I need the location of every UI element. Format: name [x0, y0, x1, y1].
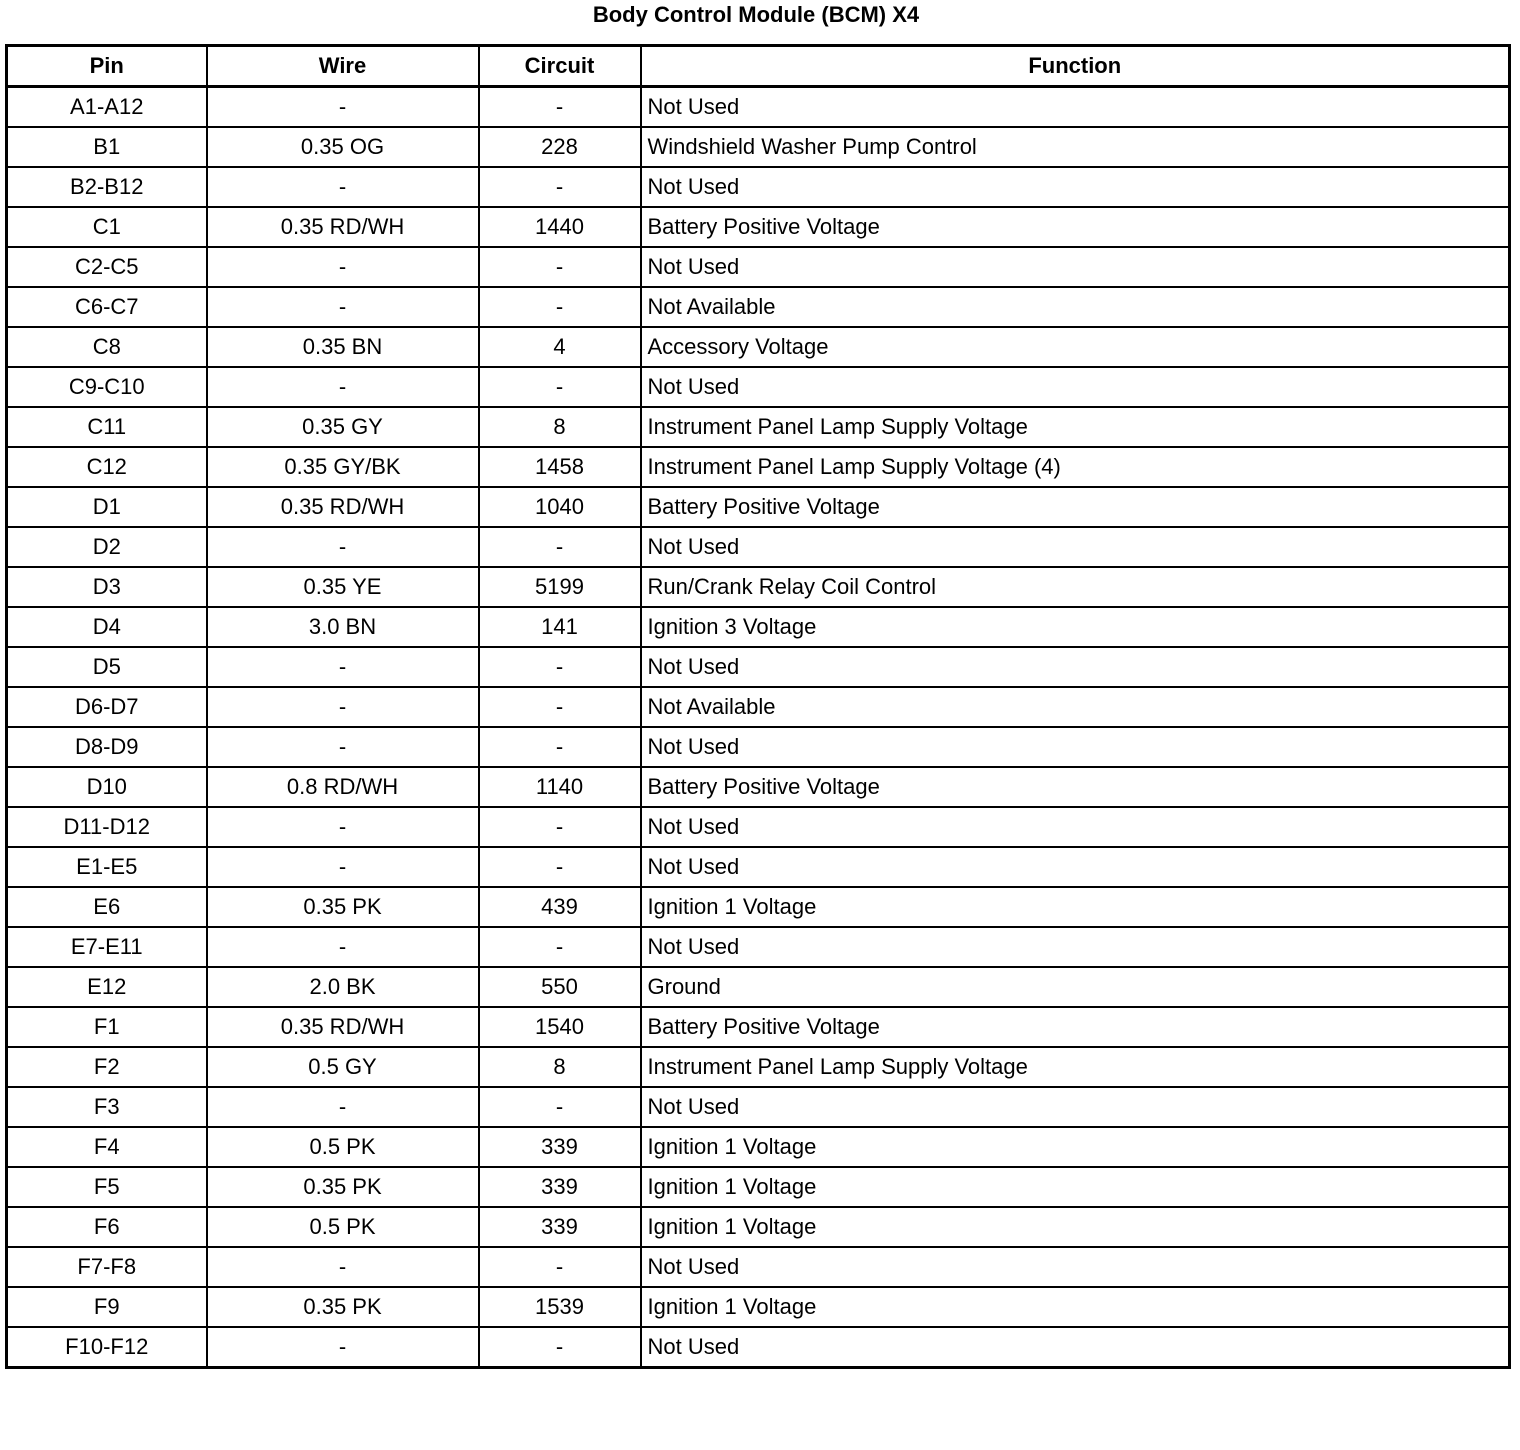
- function-cell: Windshield Washer Pump Control: [641, 127, 1510, 167]
- wire-cell: -: [207, 527, 479, 567]
- function-cell: Not Used: [641, 247, 1510, 287]
- circuit-cell: -: [479, 167, 641, 207]
- table-row: [7, 1047, 1510, 1087]
- table-row: [7, 727, 1510, 767]
- table-row: [7, 1087, 1510, 1127]
- table-row: [7, 367, 1510, 407]
- pin-cell: D1: [7, 487, 207, 527]
- wire-cell: 0.35 PK: [207, 887, 479, 927]
- table-header-row: [7, 46, 1510, 87]
- wire-cell: 0.35 PK: [207, 1167, 479, 1207]
- circuit-cell: 4: [479, 327, 641, 367]
- pin-cell: E12: [7, 967, 207, 1007]
- wire-cell: -: [207, 167, 479, 207]
- wire-cell: 0.5 PK: [207, 1127, 479, 1167]
- circuit-cell: -: [479, 287, 641, 327]
- table-row: [7, 527, 1510, 567]
- column-header-circuit: Circuit: [479, 46, 641, 87]
- function-cell: Ignition 1 Voltage: [641, 1167, 1510, 1207]
- circuit-cell: -: [479, 687, 641, 727]
- function-cell: Battery Positive Voltage: [641, 207, 1510, 247]
- pin-cell: F4: [7, 1127, 207, 1167]
- table-row: [7, 1167, 1510, 1207]
- circuit-cell: 339: [479, 1167, 641, 1207]
- wire-cell: -: [207, 87, 479, 128]
- table-row: [7, 287, 1510, 327]
- table-row: [7, 87, 1510, 128]
- function-cell: Not Used: [641, 727, 1510, 767]
- circuit-cell: -: [479, 847, 641, 887]
- wire-cell: -: [207, 1247, 479, 1287]
- function-cell: Instrument Panel Lamp Supply Voltage (4): [641, 447, 1510, 487]
- circuit-cell: 339: [479, 1207, 641, 1247]
- circuit-cell: 1440: [479, 207, 641, 247]
- function-cell: Ignition 1 Voltage: [641, 1127, 1510, 1167]
- wire-cell: -: [207, 1327, 479, 1368]
- table-row: [7, 207, 1510, 247]
- wire-cell: -: [207, 647, 479, 687]
- table-row: [7, 567, 1510, 607]
- wire-cell: -: [207, 687, 479, 727]
- table-row: [7, 167, 1510, 207]
- circuit-cell: -: [479, 1327, 641, 1368]
- wire-cell: -: [207, 727, 479, 767]
- table-row: [7, 327, 1510, 367]
- function-cell: Accessory Voltage: [641, 327, 1510, 367]
- circuit-cell: 1540: [479, 1007, 641, 1047]
- pin-cell: C6-C7: [7, 287, 207, 327]
- pin-cell: F1: [7, 1007, 207, 1047]
- circuit-cell: -: [479, 367, 641, 407]
- table-row: [7, 887, 1510, 927]
- pin-cell: C8: [7, 327, 207, 367]
- function-cell: Battery Positive Voltage: [641, 487, 1510, 527]
- table-row: [7, 447, 1510, 487]
- function-cell: Not Available: [641, 687, 1510, 727]
- page-title: Body Control Module (BCM) X4: [592, 2, 920, 27]
- circuit-cell: -: [479, 647, 641, 687]
- wire-cell: -: [207, 1087, 479, 1127]
- wire-cell: 0.8 RD/WH: [207, 767, 479, 807]
- circuit-cell: 8: [479, 1047, 641, 1087]
- circuit-cell: 5199: [479, 567, 641, 607]
- circuit-cell: 1458: [479, 447, 641, 487]
- circuit-cell: -: [479, 1247, 641, 1287]
- table-row: [7, 1327, 1510, 1368]
- wire-cell: -: [207, 847, 479, 887]
- wire-cell: 0.35 RD/WH: [207, 487, 479, 527]
- table-row: [7, 647, 1510, 687]
- column-header-wire: Wire: [207, 46, 479, 87]
- wire-cell: 0.35 PK: [207, 1287, 479, 1327]
- function-cell: Not Used: [641, 367, 1510, 407]
- circuit-cell: 550: [479, 967, 641, 1007]
- pin-cell: C9-C10: [7, 367, 207, 407]
- circuit-cell: -: [479, 807, 641, 847]
- circuit-cell: -: [479, 87, 641, 128]
- function-cell: Ignition 1 Voltage: [641, 1207, 1510, 1247]
- wire-cell: -: [207, 287, 479, 327]
- function-cell: Not Used: [641, 87, 1510, 128]
- wire-cell: 0.35 RD/WH: [207, 207, 479, 247]
- function-cell: Not Used: [641, 1327, 1510, 1368]
- table-row: [7, 1207, 1510, 1247]
- pin-cell: D5: [7, 647, 207, 687]
- function-cell: Ignition 3 Voltage: [641, 607, 1510, 647]
- function-cell: Run/Crank Relay Coil Control: [641, 567, 1510, 607]
- pin-cell: C11: [7, 407, 207, 447]
- table-row: [7, 847, 1510, 887]
- column-header-function: Function: [641, 46, 1510, 87]
- pin-cell: E1-E5: [7, 847, 207, 887]
- function-cell: Not Used: [641, 1247, 1510, 1287]
- table-row: [7, 1007, 1510, 1047]
- pin-cell: D6-D7: [7, 687, 207, 727]
- function-cell: Instrument Panel Lamp Supply Voltage: [641, 407, 1510, 447]
- pin-cell: F5: [7, 1167, 207, 1207]
- pin-cell: E7-E11: [7, 927, 207, 967]
- wire-cell: -: [207, 807, 479, 847]
- pin-cell: C2-C5: [7, 247, 207, 287]
- function-cell: Not Used: [641, 807, 1510, 847]
- wire-cell: -: [207, 367, 479, 407]
- wire-cell: 0.35 GY: [207, 407, 479, 447]
- pin-cell: D2: [7, 527, 207, 567]
- table-row: [7, 247, 1510, 287]
- table-row: [7, 967, 1510, 1007]
- circuit-cell: 8: [479, 407, 641, 447]
- circuit-cell: 1539: [479, 1287, 641, 1327]
- table-row: [7, 687, 1510, 727]
- pin-cell: F2: [7, 1047, 207, 1087]
- circuit-cell: 339: [479, 1127, 641, 1167]
- wire-cell: 3.0 BN: [207, 607, 479, 647]
- wire-cell: 0.35 BN: [207, 327, 479, 367]
- circuit-cell: 1040: [479, 487, 641, 527]
- wire-cell: 0.35 YE: [207, 567, 479, 607]
- pin-cell: A1-A12: [7, 87, 207, 128]
- function-cell: Not Used: [641, 527, 1510, 567]
- circuit-cell: 1140: [479, 767, 641, 807]
- pin-cell: B2-B12: [7, 167, 207, 207]
- function-cell: Ground: [641, 967, 1510, 1007]
- circuit-cell: -: [479, 1087, 641, 1127]
- pin-cell: B1: [7, 127, 207, 167]
- pin-cell: D8-D9: [7, 727, 207, 767]
- table-row: [7, 1287, 1510, 1327]
- pin-cell: F6: [7, 1207, 207, 1247]
- pin-cell: F10-F12: [7, 1327, 207, 1368]
- circuit-cell: 141: [479, 607, 641, 647]
- pin-cell: C1: [7, 207, 207, 247]
- table-row: [7, 127, 1510, 167]
- table-row: [7, 407, 1510, 447]
- pin-cell: F9: [7, 1287, 207, 1327]
- circuit-cell: -: [479, 247, 641, 287]
- pin-cell: D10: [7, 767, 207, 807]
- wire-cell: 0.5 GY: [207, 1047, 479, 1087]
- table-row: [7, 1247, 1510, 1287]
- function-cell: Not Available: [641, 287, 1510, 327]
- wire-cell: 0.35 RD/WH: [207, 1007, 479, 1047]
- pin-cell: E6: [7, 887, 207, 927]
- function-cell: Ignition 1 Voltage: [641, 1287, 1510, 1327]
- table-row: [7, 767, 1510, 807]
- table-row: [7, 487, 1510, 527]
- table-row: [7, 927, 1510, 967]
- connector-pinout-table: [5, 44, 1511, 1369]
- function-cell: Not Used: [641, 167, 1510, 207]
- table-row: [7, 1127, 1510, 1167]
- circuit-cell: -: [479, 727, 641, 767]
- function-cell: Not Used: [641, 847, 1510, 887]
- circuit-cell: 228: [479, 127, 641, 167]
- pin-cell: D11-D12: [7, 807, 207, 847]
- table-row: [7, 807, 1510, 847]
- circuit-cell: -: [479, 527, 641, 567]
- function-cell: Not Used: [641, 647, 1510, 687]
- wire-cell: -: [207, 247, 479, 287]
- table-row: [7, 607, 1510, 647]
- circuit-cell: 439: [479, 887, 641, 927]
- function-cell: Battery Positive Voltage: [641, 767, 1510, 807]
- pin-cell: F7-F8: [7, 1247, 207, 1287]
- pin-cell: D4: [7, 607, 207, 647]
- pin-cell: F3: [7, 1087, 207, 1127]
- wire-cell: 2.0 BK: [207, 967, 479, 1007]
- column-header-pin: Pin: [7, 46, 207, 87]
- wire-cell: 0.35 GY/BK: [207, 447, 479, 487]
- function-cell: Battery Positive Voltage: [641, 1007, 1510, 1047]
- circuit-cell: -: [479, 927, 641, 967]
- function-cell: Not Used: [641, 927, 1510, 967]
- pin-cell: C12: [7, 447, 207, 487]
- wire-cell: 0.35 OG: [207, 127, 479, 167]
- wire-cell: -: [207, 927, 479, 967]
- pin-cell: D3: [7, 567, 207, 607]
- wire-cell: 0.5 PK: [207, 1207, 479, 1247]
- function-cell: Ignition 1 Voltage: [641, 887, 1510, 927]
- table-body: [7, 87, 1510, 1368]
- function-cell: Instrument Panel Lamp Supply Voltage: [641, 1047, 1510, 1087]
- function-cell: Not Used: [641, 1087, 1510, 1127]
